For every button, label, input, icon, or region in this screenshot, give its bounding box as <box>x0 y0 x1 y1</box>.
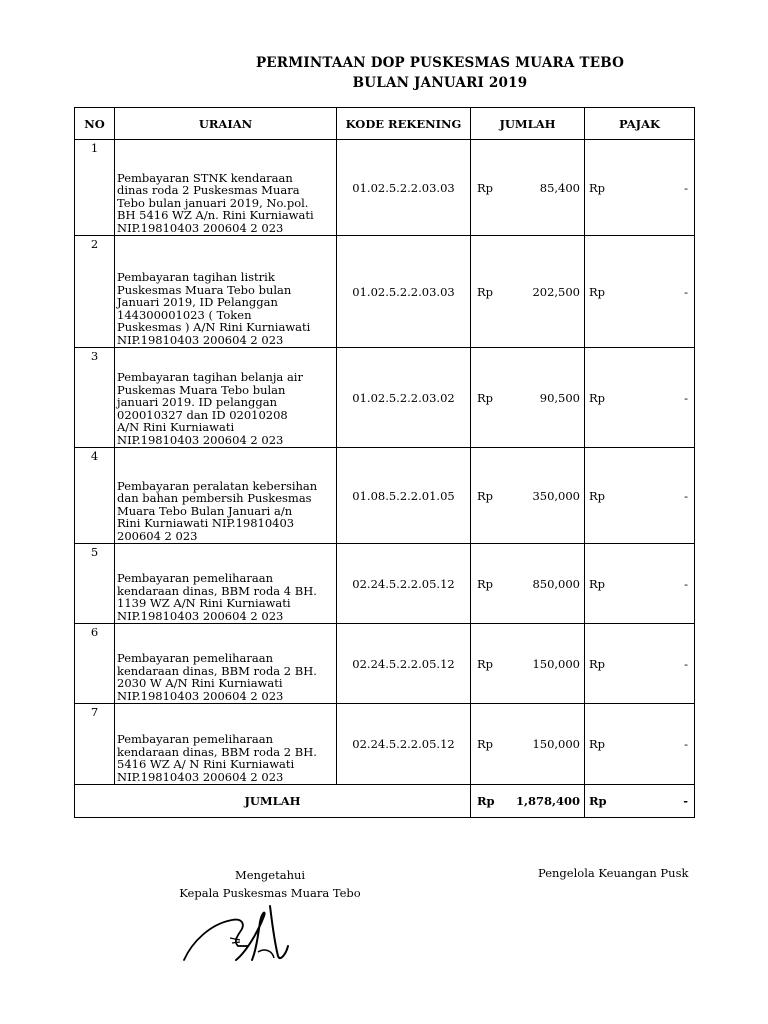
row-amount: 850,000 <box>532 576 580 591</box>
row-number: 1 <box>75 140 115 236</box>
handwritten-signature <box>180 902 310 966</box>
currency-label: Rp <box>589 656 606 671</box>
total-row <box>75 785 695 818</box>
row-amount: 202,500 <box>532 284 580 299</box>
currency-label: Rp <box>477 488 494 503</box>
signature-title: Kepala Puskesmas Muara Tebo <box>179 886 361 900</box>
row-jumlah <box>471 140 585 236</box>
row-amount: 150,000 <box>532 656 580 671</box>
table-row <box>75 348 695 448</box>
row-amount: 85,400 <box>539 180 580 195</box>
total-pajak <box>585 785 695 818</box>
pajak-value: - <box>684 576 688 591</box>
currency-label: Rp <box>477 180 494 195</box>
currency-label: Rp <box>589 488 606 503</box>
table-header-row <box>75 108 695 140</box>
row-amount: 90,500 <box>539 390 580 405</box>
currency-label: Rp <box>477 656 494 671</box>
row-jumlah <box>471 624 585 704</box>
pajak-value: - <box>684 737 688 751</box>
row-amount: 150,000 <box>532 737 580 751</box>
currency-label: Rp <box>589 390 606 405</box>
row-kode-rekening: 02.24.5.2.2.05.12 <box>337 544 471 624</box>
table-row <box>75 544 695 624</box>
row-kode-rekening: 02.24.5.2.2.05.12 <box>337 704 471 785</box>
row-pajak <box>585 448 695 544</box>
row-number: 3 <box>75 348 115 448</box>
currency-label: Rp <box>477 284 494 299</box>
row-uraian <box>115 544 337 624</box>
row-uraian-text: Pembayaran tagihan belanja air Puskemas Muara Tebo bulan januari 2019. ID pelanggan 020010327 dan ID 02010208 A/N Rini Kurniawati NIP.19810403 200604 2 023 <box>117 370 303 447</box>
currency-label: Rp <box>477 390 494 405</box>
total-amount: 1,878,400 <box>515 794 580 808</box>
signature-block-right <box>538 866 698 880</box>
currency-label: Rp <box>589 576 606 591</box>
row-jumlah <box>471 348 585 448</box>
pajak-value: - <box>684 180 688 195</box>
row-uraian-text: Pembayaran STNK kendaraan dinas roda 2 Puskesmas Muara Tebo bulan januari 2019, No.pol. BH 5416 WZ A/n. Rini Kurniawati NIP.19810403 200604 2 023 <box>117 170 314 235</box>
row-amount: 350,000 <box>532 488 580 503</box>
row-uraian <box>115 140 337 236</box>
row-jumlah <box>471 544 585 624</box>
total-jumlah <box>471 785 585 818</box>
row-number: 2 <box>75 236 115 348</box>
row-pajak <box>585 704 695 785</box>
document-subtitle: BULAN JANUARI 2019 <box>352 75 528 91</box>
row-uraian-text: Pembayaran peralatan kebersihan dan bahan pembersih Puskesmas Muara Tebo Bulan Januari a/n Rini Kurniawati NIP.19810403 200604 2 023 <box>117 478 318 543</box>
row-pajak <box>585 140 695 236</box>
currency-label: Rp <box>589 284 606 299</box>
row-kode-rekening: 01.08.5.2.2.01.05 <box>337 448 471 544</box>
row-uraian-text: Pembayaran pemeliharaan kendaraan dinas, BBM roda 2 BH. 5416 WZ A/ N Rini Kurniawati NIP.19810403 200604 2 023 <box>117 732 317 784</box>
row-kode-rekening: 01.02.5.2.2.03.03 <box>337 236 471 348</box>
header-kode-rekening: KODE REKENING <box>337 108 471 140</box>
row-pajak <box>585 236 695 348</box>
row-pajak <box>585 348 695 448</box>
pajak-value: - <box>684 656 688 671</box>
row-uraian <box>115 448 337 544</box>
table-row <box>75 448 695 544</box>
currency-label: Rp <box>589 794 607 808</box>
currency-label: Rp <box>589 180 606 195</box>
row-number: 6 <box>75 624 115 704</box>
header-no: NO <box>75 108 115 140</box>
currency-label: Rp <box>477 737 494 751</box>
pajak-value: - <box>684 284 688 299</box>
request-table <box>74 107 695 818</box>
row-uraian-text: Pembayaran pemeliharaan kendaraan dinas, BBM roda 4 BH. 1139 WZ A/N Rini Kurniawati NIP.19810403 200604 2 023 <box>117 571 317 623</box>
row-number: 5 <box>75 544 115 624</box>
table-row <box>75 236 695 348</box>
total-pajak-value: - <box>683 794 688 808</box>
table-row <box>75 140 695 236</box>
signature-title-right: Pengelola Keuangan Pusk <box>538 866 689 880</box>
row-uraian-text: Pembayaran tagihan listrik Puskesmas Muara Tebo bulan Januari 2019, ID Pelanggan 144300001023 ( Token Puskesmas ) A/N Rini Kurniawati NIP.19810403 200604 2 023 <box>117 270 311 347</box>
row-kode-rekening: 02.24.5.2.2.05.12 <box>337 624 471 704</box>
row-uraian <box>115 236 337 348</box>
row-kode-rekening: 01.02.5.2.2.03.03 <box>337 140 471 236</box>
row-pajak <box>585 544 695 624</box>
currency-label: Rp <box>589 737 606 751</box>
pajak-value: - <box>684 488 688 503</box>
signature-block-left <box>150 866 390 902</box>
row-number: 7 <box>75 704 115 785</box>
document-title: PERMINTAAN DOP PUSKESMAS MUARA TEBO <box>255 55 625 71</box>
header-uraian: URAIAN <box>115 108 337 140</box>
row-number: 4 <box>75 448 115 544</box>
row-uraian <box>115 348 337 448</box>
table-row <box>75 624 695 704</box>
header-jumlah: JUMLAH <box>471 108 585 140</box>
header-pajak: PAJAK <box>585 108 695 140</box>
signature-caption: Mengetahui <box>234 868 306 882</box>
row-uraian <box>115 704 337 785</box>
total-label: JUMLAH <box>75 785 471 818</box>
row-pajak <box>585 624 695 704</box>
currency-label: Rp <box>477 794 495 808</box>
row-kode-rekening: 01.02.5.2.2.03.02 <box>337 348 471 448</box>
row-jumlah <box>471 704 585 785</box>
row-uraian <box>115 624 337 704</box>
row-jumlah <box>471 448 585 544</box>
table-row <box>75 704 695 785</box>
row-jumlah <box>471 236 585 348</box>
row-uraian-text: Pembayaran pemeliharaan kendaraan dinas, BBM roda 2 BH. 2030 W A/N Rini Kurniawati NIP.19810403 200604 2 023 <box>117 651 317 703</box>
currency-label: Rp <box>477 576 494 591</box>
pajak-value: - <box>684 390 688 405</box>
